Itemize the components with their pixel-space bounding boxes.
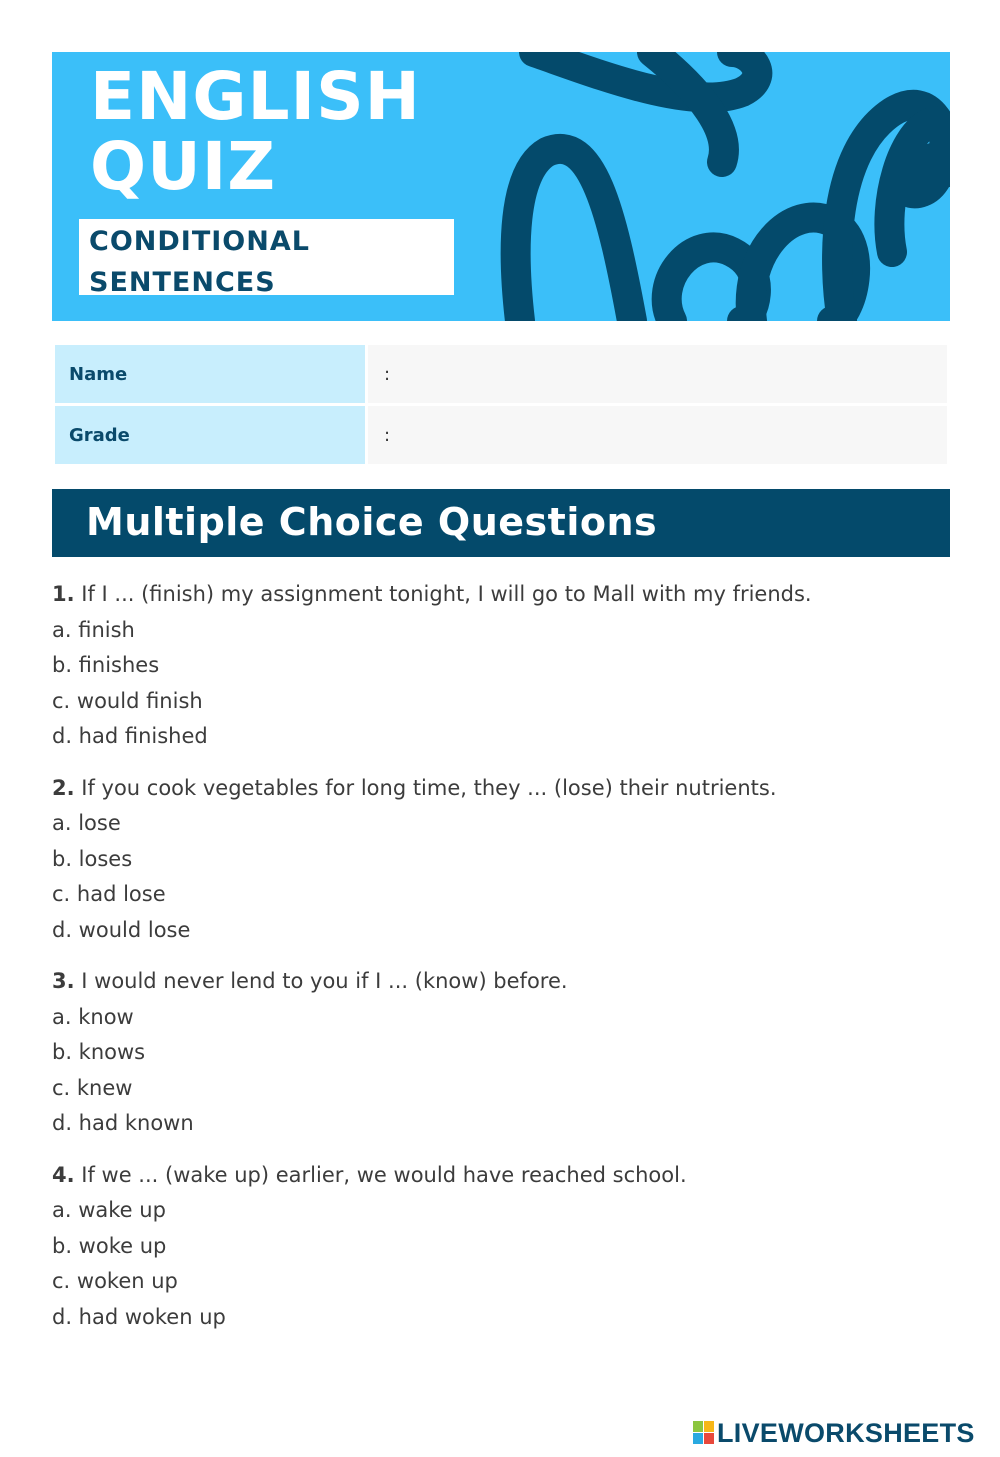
option-d[interactable]: d. had known <box>52 1111 194 1135</box>
option-c[interactable]: c. had lose <box>52 882 166 906</box>
option-a[interactable]: a. lose <box>52 811 121 835</box>
name-row <box>55 345 947 403</box>
option-b[interactable]: b. knows <box>52 1040 146 1064</box>
option-b[interactable]: b. finishes <box>52 653 160 677</box>
question-text <box>52 1158 950 1194</box>
subtitle-box <box>79 219 454 298</box>
subtitle-line-1: CONDITIONAL <box>89 226 310 257</box>
question-1 <box>52 577 950 755</box>
option-d[interactable]: d. had woken up <box>52 1304 226 1329</box>
question-2 <box>52 771 950 949</box>
option-a[interactable]: a. finish <box>52 617 135 642</box>
quiz-subtitle <box>89 221 310 303</box>
option-b[interactable]: b. woke up <box>52 1233 167 1258</box>
question-stem: I would never lend to you if I ... (know) before. <box>74 969 568 993</box>
liveworksheets-logo[interactable] <box>693 1416 975 1450</box>
title-line-2: QUIZ <box>90 128 277 205</box>
option-a[interactable]: a. know <box>52 1004 134 1029</box>
name-label: Name <box>55 345 365 403</box>
option-b[interactable]: b. loses <box>52 846 133 871</box>
section-title: Multiple Choice Questions <box>86 500 658 544</box>
name-field[interactable]: : <box>368 345 947 403</box>
question-number: 4. <box>52 1162 75 1187</box>
quiz-header <box>52 52 950 321</box>
question-text <box>52 964 950 1000</box>
option-a[interactable]: a. wake up <box>52 1198 166 1222</box>
question-text <box>52 577 950 613</box>
question-stem: If you cook vegetables for long time, they ... (lose) their nutrients. <box>74 775 777 800</box>
question-text <box>52 771 950 807</box>
option-c[interactable]: c. knew <box>52 1075 133 1100</box>
grade-label: Grade <box>55 406 365 464</box>
question-number: 2. <box>52 775 75 800</box>
question-stem: If we ... (wake up) earlier, we would have reached school. <box>74 1162 687 1187</box>
option-c[interactable]: c. would finish <box>52 688 203 713</box>
student-info-table <box>52 342 950 467</box>
question-3 <box>52 964 950 1142</box>
option-d[interactable]: d. would lose <box>52 917 191 942</box>
title-line-1: ENGLISH <box>90 58 421 135</box>
subtitle-line-2: SENTENCES <box>89 267 276 298</box>
question-number: 3. <box>52 969 75 993</box>
logo-text: LIVEWORKSHEETS <box>717 1417 975 1448</box>
question-stem: If I ... (finish) my assignment tonight, I will go to Mall with my friends. <box>74 582 812 606</box>
grade-field[interactable]: : <box>368 406 947 464</box>
section-header <box>52 489 950 557</box>
option-c[interactable]: c. woken up <box>52 1269 178 1293</box>
liveworksheets-icon <box>693 1421 715 1445</box>
grade-row <box>55 406 947 464</box>
quiz-title <box>90 58 421 205</box>
question-4 <box>52 1158 950 1336</box>
questions-list <box>52 577 950 1351</box>
option-d[interactable]: d. had finished <box>52 724 208 748</box>
question-number: 1. <box>52 582 75 606</box>
